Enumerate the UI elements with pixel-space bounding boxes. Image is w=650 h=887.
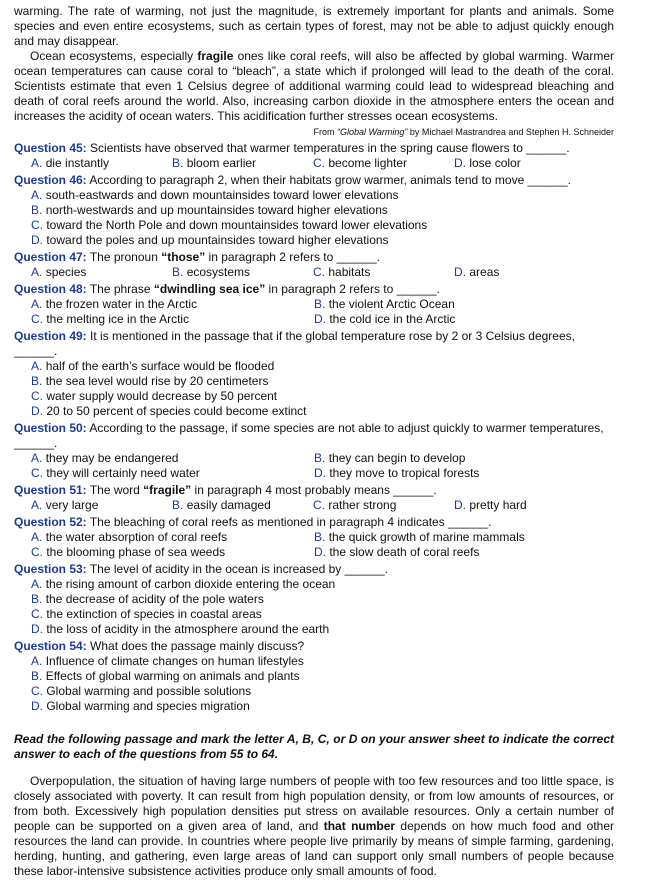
- question-text: in paragraph 4 most probably means ______.: [191, 483, 437, 497]
- option-text: the water absorption of coral reefs: [45, 530, 228, 544]
- option-letter: D.: [314, 545, 326, 559]
- option-text: very large: [45, 498, 99, 512]
- question-block: [14, 639, 614, 714]
- bold-word-fragile: fragile: [197, 49, 234, 63]
- answer-option: [314, 466, 597, 481]
- option-letter: C.: [313, 156, 325, 170]
- option-letter: B.: [31, 203, 43, 217]
- option-letter: A.: [31, 530, 43, 544]
- question-text: The phrase: [89, 282, 154, 296]
- option-text: they may be endangered: [45, 451, 179, 465]
- answer-options: [14, 156, 614, 171]
- question-block: [14, 141, 614, 171]
- answer-option: [454, 265, 595, 280]
- option-text: the decrease of acidity of the pole waters: [45, 592, 264, 606]
- question-text: What does the passage mainly discuss?: [90, 639, 305, 653]
- answer-option: [31, 669, 614, 684]
- answer-options: [14, 188, 614, 248]
- answer-option: [31, 297, 314, 312]
- option-text: the quick growth of marine mammals: [328, 530, 525, 544]
- answer-option: [31, 654, 614, 669]
- question-key-term: “dwindling sea ice”: [153, 282, 266, 296]
- answer-option: [31, 466, 314, 481]
- option-letter: C.: [313, 265, 325, 279]
- option-letter: B.: [31, 669, 43, 683]
- passage-paragraph-3-end: warming. The rate of warming, not just the magnitude, is extremely important for plants and animals. Some species and even entire ecosystems, such as certain types of forest, may not be able to adjust quickly enough and may disappear.: [14, 4, 614, 48]
- answer-options: [14, 265, 614, 280]
- option-text: 20 to 50 percent of species could become extinct: [46, 404, 307, 418]
- answer-option: [31, 498, 172, 513]
- option-text: Effects of global warming on animals and plants: [45, 669, 300, 683]
- question-key-term: “those”: [161, 250, 206, 264]
- option-letter: A.: [31, 577, 43, 591]
- question-text: in paragraph 2 refers to ______.: [265, 282, 441, 296]
- option-letter: D.: [314, 312, 326, 326]
- answer-option: [313, 498, 454, 513]
- answer-options: [14, 530, 614, 560]
- option-text: they will certainly need water: [46, 466, 200, 480]
- answer-option: [31, 404, 614, 419]
- passage-overpopulation: Overpopulation, the situation of having large numbers of people with too few resources and too little space, is closely associated with poverty. It can result from high population density, or from low amounts of resources, or from both. Excessively high population densities put stress on available resources. Only a certain number of people can be supported on a given area of land, and that number depends on how much food and other resources the land can provide. In countries where people live primarily by means of simple farming, gardening, herding, hunting, and gathering, even large areas of land can support only small numbers of people because these labor-intensive subsistence activities produce only small amounts of food.: [14, 774, 614, 878]
- answer-option: [313, 156, 454, 171]
- question-text: It is mentioned in the passage that if the global temperature rose by 2 or 3 Celsius degrees, ______.: [14, 329, 575, 358]
- question-block: [14, 282, 614, 327]
- bold-phrase-that-number: that number: [323, 819, 396, 833]
- option-text: easily damaged: [186, 498, 271, 512]
- option-letter: B.: [314, 451, 326, 465]
- question-stem: [14, 250, 614, 265]
- option-letter: D.: [454, 498, 466, 512]
- option-text: the cold ice in the Arctic: [329, 312, 456, 326]
- answer-option: [31, 684, 614, 699]
- answer-option: [31, 265, 172, 280]
- option-letter: B.: [172, 156, 184, 170]
- option-letter: B.: [314, 297, 326, 311]
- option-text: bloom earlier: [186, 156, 257, 170]
- option-text: Global warming and possible solutions: [46, 684, 252, 698]
- question-stem: [14, 141, 614, 156]
- option-text: the loss of acidity in the atmosphere around the earth: [46, 622, 330, 636]
- question-text: According to paragraph 2, when their habitats grow warmer, animals tend to move ______.: [89, 173, 571, 187]
- option-letter: A.: [31, 156, 43, 170]
- answer-option: [31, 203, 614, 218]
- option-letter: D.: [454, 265, 466, 279]
- question-number: Question 45:: [14, 141, 87, 155]
- exam-page: [14, 4, 614, 879]
- option-text: the rising amount of carbon dioxide entering the ocean: [45, 577, 336, 591]
- option-letter: B.: [31, 592, 43, 606]
- answer-option: [454, 156, 595, 171]
- option-letter: A.: [31, 654, 43, 668]
- option-text: die instantly: [45, 156, 110, 170]
- answer-option: [314, 297, 597, 312]
- question-text: The level of acidity in the ocean is increased by ______.: [89, 562, 388, 576]
- option-text: the blooming phase of sea weeds: [46, 545, 226, 559]
- answer-options: [14, 498, 614, 513]
- option-text: toward the North Pole and down mountainsides toward lower elevations: [46, 218, 428, 232]
- option-text: pretty hard: [469, 498, 527, 512]
- answer-option: [31, 545, 314, 560]
- answer-option: [31, 188, 614, 203]
- option-letter: C.: [31, 684, 43, 698]
- answer-option: [454, 498, 595, 513]
- option-text: Global warming and species migration: [46, 699, 250, 713]
- answer-option: [172, 156, 313, 171]
- answer-options: [14, 654, 614, 714]
- option-text: they move to tropical forests: [329, 466, 480, 480]
- option-letter: D.: [314, 466, 326, 480]
- option-letter: B.: [31, 374, 43, 388]
- question-text: Scientists have observed that warmer temperatures in the spring cause flowers to ______.: [90, 141, 570, 155]
- answer-option: [31, 577, 614, 592]
- question-key-term: “fragile”: [143, 483, 192, 497]
- answer-option: [31, 312, 314, 327]
- question-block: [14, 562, 614, 637]
- question-number: Question 51:: [14, 483, 87, 497]
- question-block: [14, 329, 614, 419]
- answer-options: [14, 577, 614, 637]
- answer-option: [31, 156, 172, 171]
- option-letter: A.: [31, 188, 43, 202]
- option-text: the extinction of species in coastal areas: [46, 607, 262, 621]
- option-letter: A.: [31, 265, 43, 279]
- option-letter: D.: [31, 622, 43, 636]
- answer-option: [314, 530, 597, 545]
- answer-option: [31, 451, 314, 466]
- option-text: the frozen water in the Arctic: [45, 297, 198, 311]
- option-text: rather strong: [328, 498, 397, 512]
- question-list: [14, 141, 614, 714]
- answer-option: [31, 607, 614, 622]
- answer-option: [31, 622, 614, 637]
- answer-options: [14, 451, 614, 481]
- answer-option: [313, 265, 454, 280]
- question-text: The bleaching of coral reefs as mentioned in paragraph 4 indicates ______.: [89, 515, 492, 529]
- answer-option: [31, 592, 614, 607]
- option-text: Influence of climate changes on human lifestyles: [45, 654, 304, 668]
- option-letter: C.: [31, 218, 43, 232]
- answer-option: [31, 389, 614, 404]
- option-text: they can begin to develop: [328, 451, 466, 465]
- answer-option: [314, 545, 597, 560]
- question-stem: [14, 515, 614, 530]
- option-text: north-westwards and up mountainsides toward higher elevations: [45, 203, 388, 217]
- option-text: areas: [469, 265, 500, 279]
- option-letter: C.: [31, 312, 43, 326]
- option-letter: B.: [172, 265, 184, 279]
- question-text: The word: [89, 483, 144, 497]
- passage-paragraph-4: Ocean ecosystems, especially fragile ones like coral reefs, will also be affected by global warming. Warmer ocean temperatures can cause coral to “bleach”, a state which if prolonged will lead to the death of the coral. Scientists estimate that even 1 Celsius degree of additional warming could lead to widespread bleaching and death of coral reefs around the world. Also, increasing carbon dioxide in the atmosphere enters the ocean and increases the acidity of ocean waters. This acidification further stresses ocean ecosystems.: [14, 49, 614, 123]
- question-block: [14, 483, 614, 513]
- option-letter: A.: [31, 498, 43, 512]
- section-instruction: Read the following passage and mark the letter A, B, C, or D on your answer sheet to indicate the correct answer to each of the questions from 55 to 64.: [14, 732, 614, 761]
- question-number: Question 50:: [14, 421, 87, 435]
- question-block: [14, 515, 614, 560]
- option-text: the slow death of coral reefs: [329, 545, 480, 559]
- option-letter: C.: [31, 545, 43, 559]
- question-block: [14, 173, 614, 248]
- question-stem: [14, 282, 614, 297]
- question-number: Question 54:: [14, 639, 87, 653]
- question-number: Question 52:: [14, 515, 87, 529]
- question-stem: [14, 639, 614, 654]
- question-block: [14, 421, 614, 481]
- option-text: ecosystems: [186, 265, 251, 279]
- question-number: Question 47:: [14, 250, 87, 264]
- question-text: According to the passage, if some species are not able to adjust quickly to warmer temperatures, ______.: [14, 421, 604, 450]
- option-letter: C.: [31, 466, 43, 480]
- answer-options: [14, 297, 614, 327]
- option-letter: D.: [31, 404, 43, 418]
- question-block: [14, 250, 614, 280]
- option-letter: D.: [31, 699, 43, 713]
- option-letter: A.: [31, 297, 43, 311]
- answer-option: [31, 699, 614, 714]
- question-number: Question 49:: [14, 329, 87, 343]
- option-letter: C.: [313, 498, 325, 512]
- option-letter: A.: [31, 359, 43, 373]
- answer-options: [14, 359, 614, 419]
- option-letter: D.: [454, 156, 466, 170]
- question-number: Question 48:: [14, 282, 87, 296]
- answer-option: [314, 451, 597, 466]
- option-text: lose color: [469, 156, 521, 170]
- answer-option: [31, 374, 614, 389]
- option-text: the sea level would rise by 20 centimeters: [45, 374, 269, 388]
- answer-option: [172, 265, 313, 280]
- answer-option: [172, 498, 313, 513]
- answer-option: [31, 218, 614, 233]
- option-text: become lighter: [328, 156, 408, 170]
- option-text: south-eastwards and down mountainsides toward lower elevations: [45, 188, 399, 202]
- option-text: the melting ice in the Arctic: [46, 312, 190, 326]
- option-letter: B.: [314, 530, 326, 544]
- option-text: water supply would decrease by 50 percent: [46, 389, 278, 403]
- question-stem: [14, 562, 614, 577]
- option-letter: B.: [172, 498, 184, 512]
- option-letter: D.: [31, 233, 43, 247]
- question-stem: [14, 173, 614, 188]
- answer-option: [31, 233, 614, 248]
- question-stem: [14, 421, 614, 451]
- passage-source: From “Global Warming” by Michael Mastrandrea and Stephen H. Schneider: [313, 127, 614, 137]
- question-text: in paragraph 2 refers to ______.: [205, 250, 381, 264]
- question-number: Question 46:: [14, 173, 87, 187]
- option-text: half of the earth’s surface would be flooded: [45, 359, 275, 373]
- option-letter: C.: [31, 389, 43, 403]
- answer-option: [31, 530, 314, 545]
- question-stem: [14, 483, 614, 498]
- option-text: toward the poles and up mountainsides toward higher elevations: [46, 233, 389, 247]
- option-text: species: [45, 265, 87, 279]
- answer-option: [31, 359, 614, 374]
- option-text: habitats: [328, 265, 371, 279]
- option-letter: C.: [31, 607, 43, 621]
- question-number: Question 53:: [14, 562, 87, 576]
- option-letter: A.: [31, 451, 43, 465]
- option-text: the violent Arctic Ocean: [328, 297, 455, 311]
- question-stem: [14, 329, 614, 359]
- question-text: The pronoun: [89, 250, 162, 264]
- answer-option: [314, 312, 597, 327]
